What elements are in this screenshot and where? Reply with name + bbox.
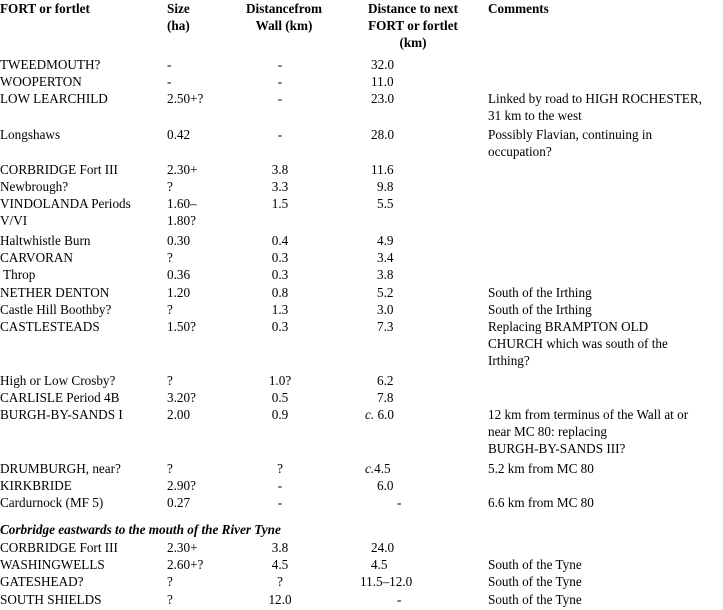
comment-cell: 6.6 km from MC 80 <box>488 495 594 510</box>
size-cell: 1.50? <box>167 319 196 334</box>
size-cell: 3.20? <box>167 390 196 405</box>
distance-next-cell: 24.0 <box>371 540 395 555</box>
size-cell: ? <box>167 373 173 388</box>
comment-cell: Linked by road to HIGH ROCHESTER, 31 km to the west <box>488 91 702 123</box>
size-cell: 0.42 <box>167 127 191 142</box>
header-fort: FORT or fortlet <box>0 1 90 16</box>
size-cell: ? <box>167 574 173 589</box>
distance-wall-cell: - <box>277 74 283 89</box>
distance-next-cell: 11.0 <box>371 74 394 89</box>
distance-next-cell: 3.4 <box>377 250 394 265</box>
size-cell: 0.36 <box>167 267 191 282</box>
distance-wall-cell: 1.5 <box>271 196 289 211</box>
fort-cell: NETHER DENTON <box>0 285 110 300</box>
fort-cell: CORBRIDGE Fort III <box>0 540 118 555</box>
distance-next-cell: 3.0 <box>377 302 394 317</box>
distance-next-cell: 23.0 <box>371 91 395 106</box>
header-distance-wall: Distancefrom Wall (km) <box>246 1 322 33</box>
distance-wall-cell: - <box>277 495 283 510</box>
comment-cell: Possibly Flavian, continuing in occupation? <box>488 127 653 159</box>
distance-next-cell: 5.5 <box>377 196 394 211</box>
fort-cell: Castle Hill Boothby? <box>0 302 112 317</box>
size-cell: 0.27 <box>167 495 191 510</box>
distance-wall-cell: 0.9 <box>271 407 289 422</box>
distance-wall-cell: 3.8 <box>271 540 289 555</box>
distance-next-cell: 11.6 <box>371 162 394 177</box>
fort-cell: CASTLESTEADS <box>0 319 100 334</box>
distance-wall-cell: ? <box>277 574 283 589</box>
distance-value: 4.5 <box>374 461 391 476</box>
size-cell: ? <box>167 250 173 265</box>
distance-wall-cell: 1.3 <box>271 302 289 317</box>
distance-wall-cell: 3.3 <box>271 179 289 194</box>
distance-next-cell: 9.8 <box>377 179 394 194</box>
size-cell: 2.60+? <box>167 557 204 572</box>
header-comments: Comments <box>488 1 549 16</box>
size-cell: 2.30+ <box>167 162 198 177</box>
distance-wall-cell: ? <box>277 461 283 476</box>
fort-cell: Throp <box>0 267 36 282</box>
fort-cell: Newbrough? <box>0 179 69 194</box>
comment-cell: 12 km from terminus of the Wall at or near MC 80: replacing BURGH-BY-SANDS III? <box>488 407 689 456</box>
fort-cell: KIRKBRIDE <box>0 478 72 493</box>
fort-cell: VINDOLANDA Periods V/VI <box>0 196 131 228</box>
fort-cell: TWEEDMOUTH? <box>0 57 101 72</box>
fort-cell: DRUMBURGH, near? <box>0 461 121 476</box>
size-cell: 2.90? <box>167 478 196 493</box>
distance-wall-cell: 0.3 <box>271 250 289 265</box>
distance-next-cell: 11.5–12.0 <box>360 574 413 589</box>
size-cell: ? <box>167 179 173 194</box>
distance-next-cell <box>365 406 455 423</box>
fort-cell: WOOPERTON <box>0 74 82 89</box>
distance-wall-cell: 3.8 <box>271 162 289 177</box>
comment-cell: South of the Tyne <box>488 574 582 589</box>
distance-next-cell: 28.0 <box>371 127 395 142</box>
distance-wall-cell: - <box>277 91 283 106</box>
size-cell: ? <box>167 592 173 607</box>
comment-cell: South of the Irthing <box>488 302 592 317</box>
size-cell: ? <box>167 461 173 476</box>
distance-next-cell: 6.2 <box>377 373 394 388</box>
distance-wall-cell: 12.0 <box>268 592 292 607</box>
fort-cell: High or Low Crosby? <box>0 373 116 388</box>
distance-wall-cell: 0.5 <box>271 390 289 405</box>
distance-wall-cell: - <box>277 127 283 142</box>
distance-next-cell: 5.2 <box>377 285 394 300</box>
distance-wall-cell: 0.8 <box>271 285 289 300</box>
distance-wall-cell: 0.4 <box>271 233 289 248</box>
circa-prefix: c. <box>365 407 375 422</box>
header-distance-next: Distance to next FORT or fortlet (km) <box>367 1 459 50</box>
distance-next-cell: 7.8 <box>377 390 394 405</box>
fort-cell: SOUTH SHIELDS <box>0 592 102 607</box>
size-cell: - <box>167 74 172 89</box>
size-cell: 2.30+ <box>167 540 198 555</box>
fort-cell: BURGH-BY-SANDS I <box>0 407 123 422</box>
size-cell: 1.20 <box>167 285 191 300</box>
fort-cell: Haltwhistle Burn <box>0 233 91 248</box>
fort-cell: GATESHEAD? <box>0 574 84 589</box>
distance-wall-cell: - <box>277 478 283 493</box>
fort-cell: Cardurnock (MF 5) <box>0 495 104 510</box>
distance-wall-cell: 4.5 <box>271 557 289 572</box>
distance-next-cell: 3.8 <box>377 267 394 282</box>
comment-cell: Replacing BRAMPTON OLD CHURCH which was south of the Irthing? <box>488 319 668 368</box>
size-cell: 0.30 <box>167 233 191 248</box>
size-cell: 1.60– 1.80? <box>167 196 197 228</box>
comment-cell: South of the Tyne <box>488 557 582 572</box>
fort-cell: WASHINGWELLS <box>0 557 105 572</box>
comment-cell: 5.2 km from MC 80 <box>488 461 594 476</box>
size-cell: 2.00 <box>167 407 191 422</box>
fort-cell: CARLISLE Period 4B <box>0 390 120 405</box>
size-cell: ? <box>167 302 173 317</box>
size-cell: - <box>167 57 172 72</box>
fort-cell: CORBRIDGE Fort III <box>0 162 118 177</box>
header-size: Size (ha) <box>167 1 190 33</box>
distance-next-cell: - <box>397 495 402 510</box>
distance-wall-cell: 0.3 <box>271 267 289 282</box>
distance-wall-cell: 1.0? <box>268 373 292 388</box>
distance-next-cell: 4.9 <box>377 233 394 248</box>
size-cell: 2.50+? <box>167 91 204 106</box>
fort-cell: CARVORAN <box>0 250 73 265</box>
distance-value: 6.0 <box>374 407 394 422</box>
distance-next-cell <box>365 460 455 477</box>
distance-next-cell: 32.0 <box>371 57 395 72</box>
circa-prefix: c. <box>365 461 375 476</box>
comment-cell: South of the Irthing <box>488 285 592 300</box>
distance-next-cell: 7.3 <box>377 319 394 334</box>
distance-wall-cell: - <box>277 57 283 72</box>
comment-cell: South of the Tyne <box>488 592 582 607</box>
distance-next-cell: 6.0 <box>377 478 394 493</box>
distance-next-cell: - <box>397 592 402 607</box>
distance-next-cell: 4.5 <box>371 557 388 572</box>
distance-wall-cell: 0.3 <box>271 319 289 334</box>
fort-cell: Longshaws <box>0 127 61 142</box>
fort-cell: LOW LEARCHILD <box>0 91 108 106</box>
section-title: Corbridge eastwards to the mouth of the River Tyne <box>0 522 281 537</box>
